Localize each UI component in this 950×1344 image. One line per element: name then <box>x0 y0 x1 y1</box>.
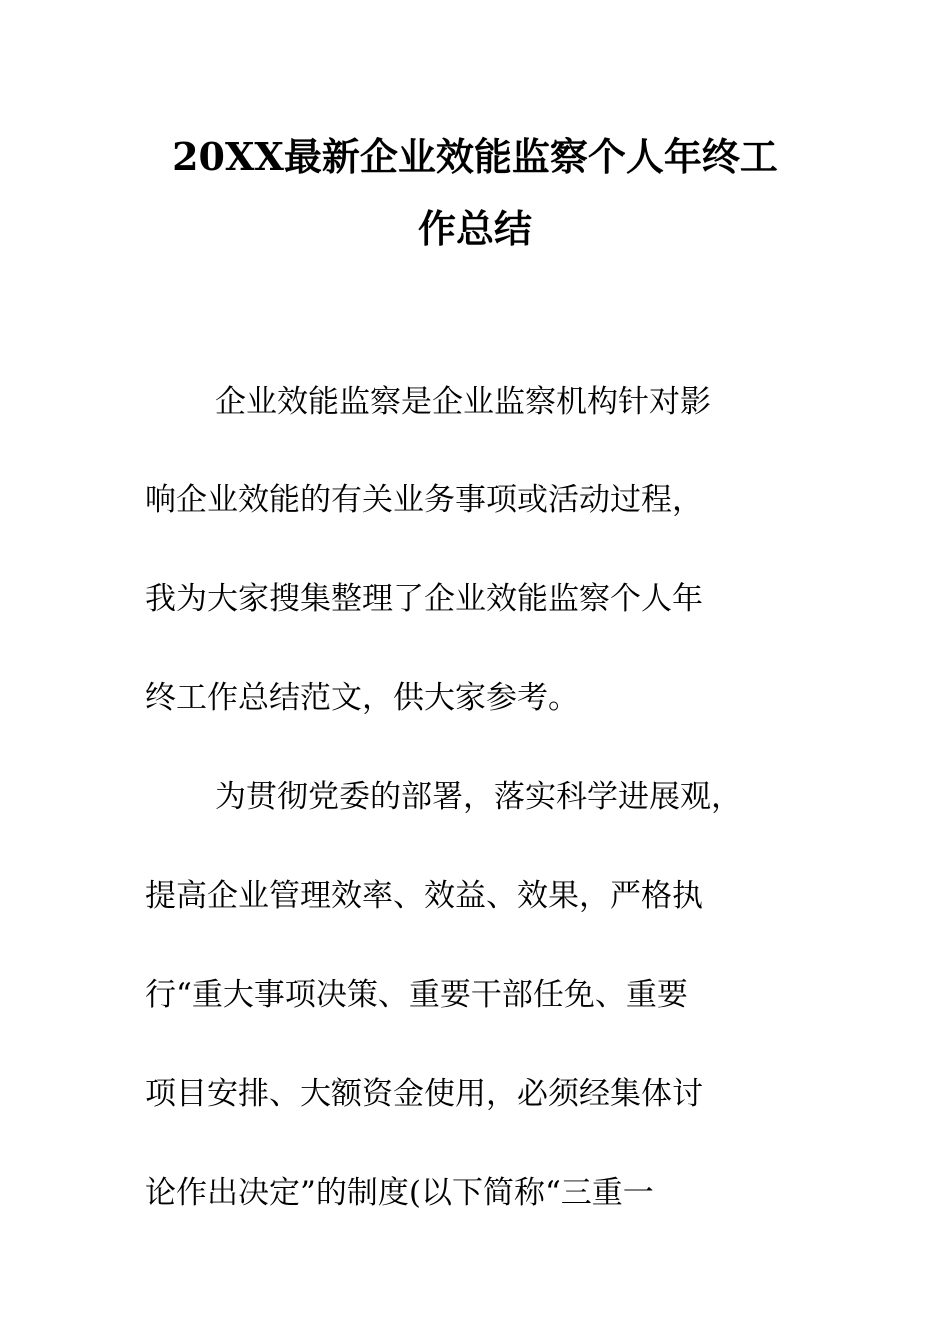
paragraph-1-line-3: 我为大家搜集整理了企业效能监察个人年 <box>145 581 703 617</box>
paragraph-2-line-1: 为贯彻党委的部署，落实科学进展观， <box>215 779 742 815</box>
paragraph-2-line-3: 行“重大事项决策、重要干部任免、重要 <box>145 977 688 1013</box>
paragraph-1-line-1: 企业效能监察是企业监察机构针对影 <box>215 384 711 420</box>
paragraph-1-line-2: 响企业效能的有关业务事项或活动过程， <box>145 482 703 518</box>
paragraph-2-line-5: 论作出决定”的制度(以下简称“三重一 <box>145 1175 654 1211</box>
paragraph-2-line-4: 项目安排、大额资金使用，必须经集体讨 <box>145 1076 703 1112</box>
document-title-line-2: 作总结 <box>417 206 532 251</box>
paragraph-2-line-2: 提高企业管理效率、效益、效果，严格执 <box>145 878 703 914</box>
document-title-line-1: 20XX最新企业效能监察个人年终工 <box>172 134 778 179</box>
paragraph-1-line-4: 终工作总结范文，供大家参考。 <box>145 680 579 716</box>
